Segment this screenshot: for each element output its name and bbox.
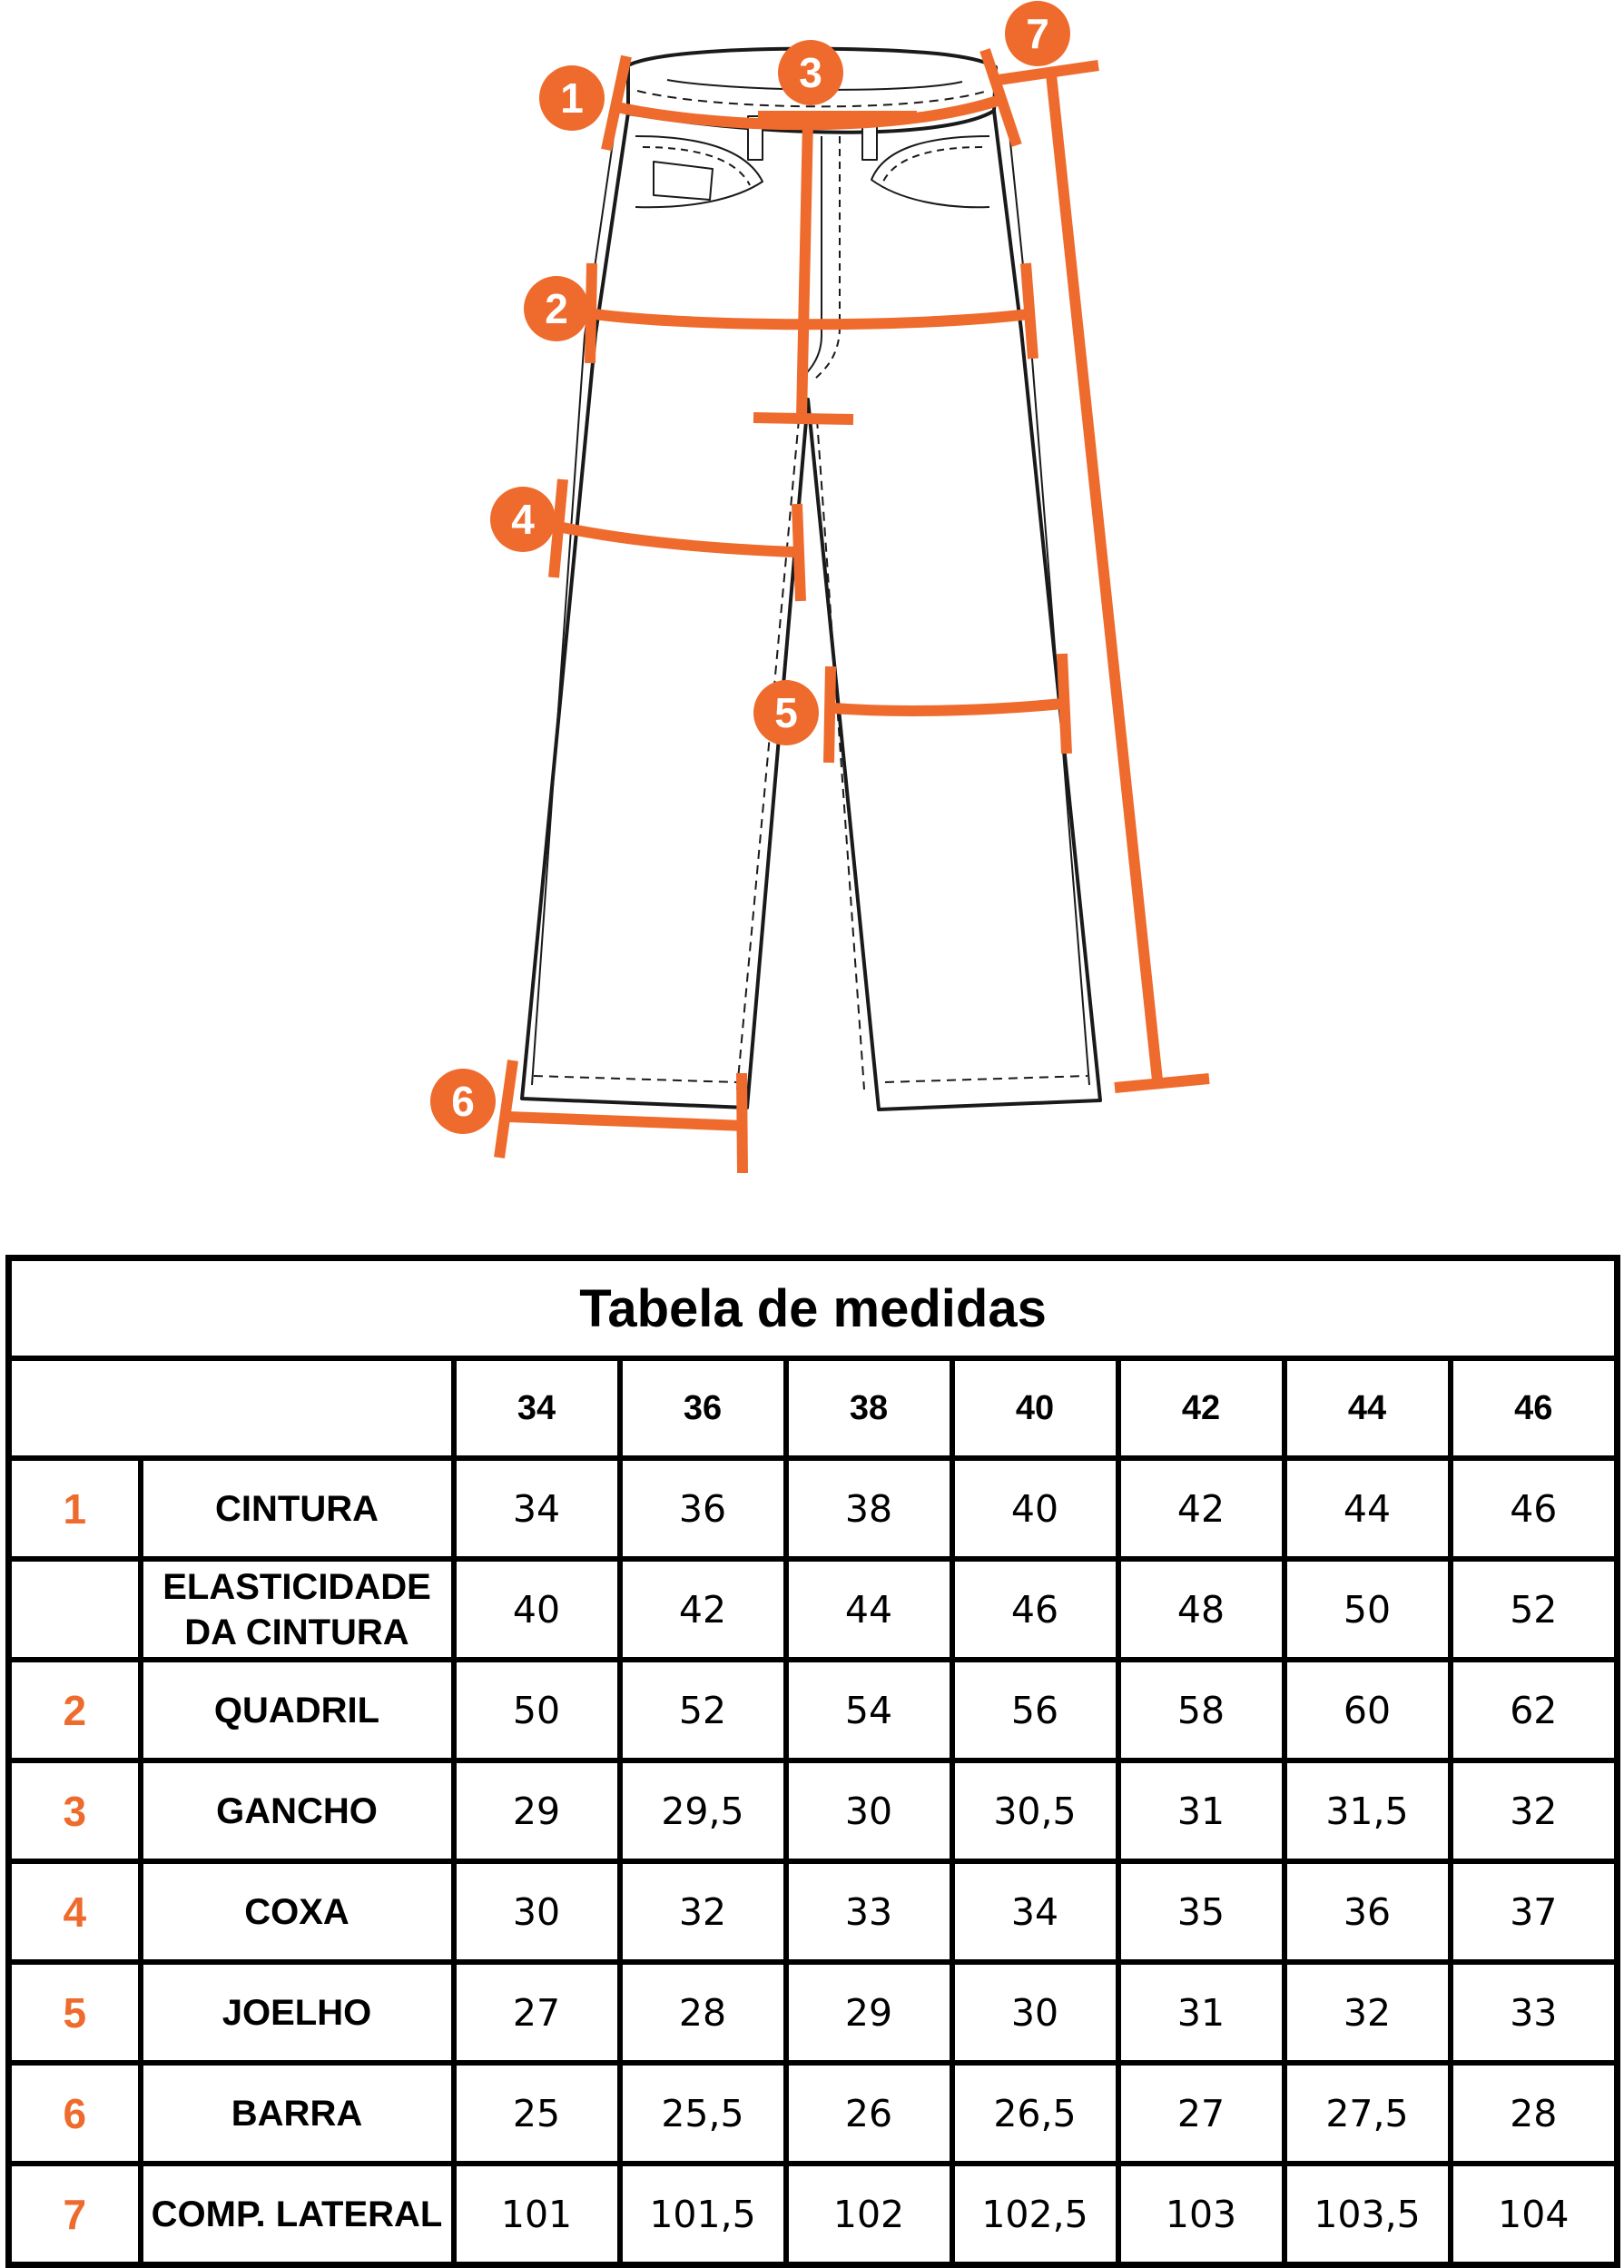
measurement-markers (430, 1, 1070, 1134)
measurement-value: 33 (1451, 1962, 1618, 2063)
measurement-value: 36 (1284, 1861, 1451, 1962)
measurement-value: 35 (1118, 1861, 1284, 1962)
measurement-value: 34 (454, 1458, 620, 1559)
size-header: 36 (620, 1358, 786, 1458)
table-row (9, 2164, 1618, 2265)
measurement-value: 25,5 (620, 2063, 786, 2164)
svg-text:6: 6 (451, 1078, 475, 1125)
measurement-value: 48 (1118, 1559, 1284, 1660)
measurement-value: 103,5 (1284, 2164, 1451, 2265)
table-row (9, 1458, 1618, 1559)
size-header: 34 (454, 1358, 620, 1458)
row-number: 5 (9, 1962, 141, 2063)
measurement-value: 40 (454, 1559, 620, 1660)
row-number (9, 1559, 141, 1660)
row-label: GANCHO (141, 1760, 454, 1861)
marker-7 (1005, 1, 1070, 66)
measurement-value: 27 (1118, 2063, 1284, 2164)
measurement-value: 60 (1284, 1660, 1451, 1760)
row-label: COMP. LATERAL (141, 2164, 454, 2265)
measurement-value: 28 (1451, 2063, 1618, 2164)
table-title: Tabela de medidas (9, 1258, 1618, 1359)
measurement-value: 32 (1284, 1962, 1451, 2063)
table-title-row (9, 1258, 1618, 1359)
measurement-value: 42 (620, 1559, 786, 1660)
row-label: BARRA (141, 2063, 454, 2164)
measurement-value: 27,5 (1284, 2063, 1451, 2164)
measurement-value: 30 (786, 1760, 952, 1861)
table-row (9, 1861, 1618, 1962)
row-number: 7 (9, 2164, 141, 2265)
svg-text:2: 2 (545, 285, 568, 332)
measurement-value: 101 (454, 2164, 620, 2265)
table-row (9, 1962, 1618, 2063)
row-number: 4 (9, 1861, 141, 1962)
measurement-value: 31 (1118, 1962, 1284, 2063)
marker-2 (524, 276, 589, 341)
table-row (9, 1760, 1618, 1861)
marker-5 (753, 680, 819, 745)
svg-text:3: 3 (799, 49, 822, 96)
measurement-value: 25 (454, 2063, 620, 2164)
measurement-value: 34 (952, 1861, 1118, 1962)
size-header-row (9, 1358, 1618, 1458)
measurement-value: 29 (454, 1760, 620, 1861)
measurement-value: 52 (620, 1660, 786, 1760)
svg-text:1: 1 (560, 74, 584, 122)
measurement-value: 56 (952, 1660, 1118, 1760)
measurement-value: 32 (1451, 1760, 1618, 1861)
measurement-value: 102,5 (952, 2164, 1118, 2265)
row-number: 6 (9, 2063, 141, 2164)
size-header: 38 (786, 1358, 952, 1458)
table-row (9, 1559, 1618, 1660)
svg-text:5: 5 (774, 689, 798, 736)
measurement-value: 44 (786, 1559, 952, 1660)
size-table (5, 1255, 1620, 2268)
table-row (9, 2063, 1618, 2164)
measurement-lines (499, 50, 1209, 1173)
marker-3 (778, 40, 843, 105)
measurement-value: 31 (1118, 1760, 1284, 1861)
measurement-value: 30,5 (952, 1760, 1118, 1861)
measurement-value: 31,5 (1284, 1760, 1451, 1861)
measurement-value: 50 (454, 1660, 620, 1760)
measurement-value: 36 (620, 1458, 786, 1559)
measurement-value: 50 (1284, 1559, 1451, 1660)
size-header: 46 (1451, 1358, 1618, 1458)
measurement-value: 29,5 (620, 1760, 786, 1861)
measurement-value: 30 (952, 1962, 1118, 2063)
measurement-value: 58 (1118, 1660, 1284, 1760)
marker-4 (490, 487, 556, 552)
row-label: COXA (141, 1861, 454, 1962)
measurement-value: 46 (952, 1559, 1118, 1660)
row-number: 3 (9, 1760, 141, 1861)
measurement-value: 30 (454, 1861, 620, 1962)
measurement-value: 101,5 (620, 2164, 786, 2265)
measurement-value: 54 (786, 1660, 952, 1760)
row-label: ELASTICIDADE DA CINTURA (141, 1559, 454, 1660)
measurement-value: 33 (786, 1861, 952, 1962)
measurement-value: 103 (1118, 2164, 1284, 2265)
table-body (9, 1458, 1618, 2265)
measurement-value: 38 (786, 1458, 952, 1559)
measurement-value: 29 (786, 1962, 952, 2063)
measurement-value: 42 (1118, 1458, 1284, 1559)
svg-text:4: 4 (511, 496, 535, 543)
measurement-value: 52 (1451, 1559, 1618, 1660)
measurement-value: 44 (1284, 1458, 1451, 1559)
measurement-value: 40 (952, 1458, 1118, 1559)
row-number: 2 (9, 1660, 141, 1760)
measurement-value: 28 (620, 1962, 786, 2063)
measurement-value: 102 (786, 2164, 952, 2265)
measurement-value: 26,5 (952, 2063, 1118, 2164)
measurement-value: 37 (1451, 1861, 1618, 1962)
size-header: 42 (1118, 1358, 1284, 1458)
measurement-value: 32 (620, 1861, 786, 1962)
marker-1 (539, 65, 605, 131)
row-label: CINTURA (141, 1458, 454, 1559)
row-label: QUADRIL (141, 1660, 454, 1760)
size-header: 44 (1284, 1358, 1451, 1458)
row-label: JOELHO (141, 1962, 454, 2063)
measurement-value: 46 (1451, 1458, 1618, 1559)
row-number: 1 (9, 1458, 141, 1559)
measurement-value: 27 (454, 1962, 620, 2063)
measurement-value: 26 (786, 2063, 952, 2164)
header-empty-cell (9, 1358, 454, 1458)
table-row (9, 1660, 1618, 1760)
measurement-value: 62 (1451, 1660, 1618, 1760)
svg-text:7: 7 (1026, 10, 1049, 57)
measurement-value: 104 (1451, 2164, 1618, 2265)
size-header: 40 (952, 1358, 1118, 1458)
marker-6 (430, 1069, 496, 1134)
